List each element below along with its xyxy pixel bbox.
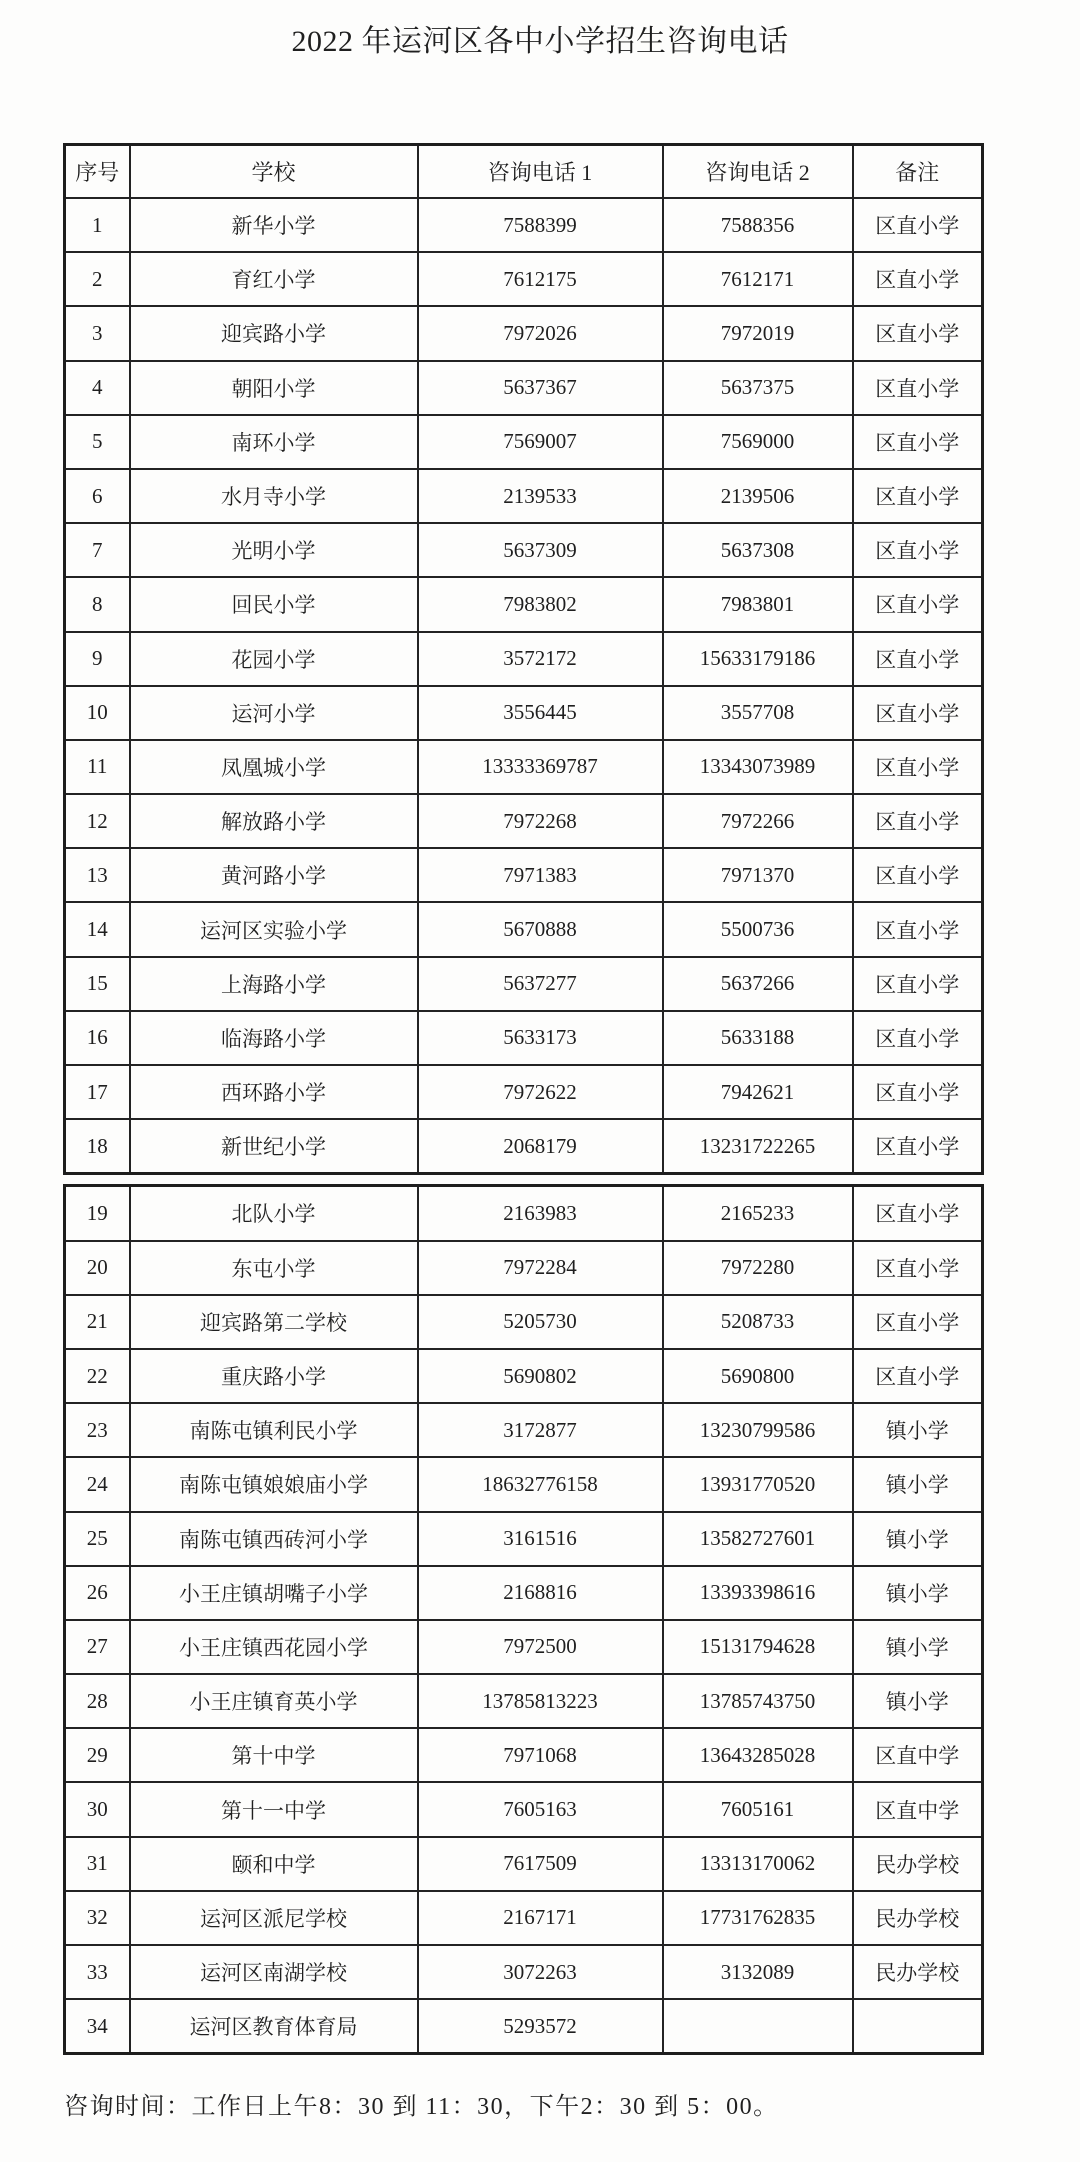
table-cell: 5670888: [418, 902, 663, 956]
table-cell: 2139533: [418, 469, 663, 523]
table-cell: 水月寺小学: [130, 469, 418, 523]
table-cell: 14: [65, 902, 130, 956]
table-cell: 重庆路小学: [130, 1349, 418, 1403]
table-cell: 15: [65, 957, 130, 1011]
table-cell: 7972268: [418, 794, 663, 848]
table-cell: 13231722265: [663, 1119, 853, 1174]
table-cell: 镇小学: [853, 1457, 983, 1511]
table-cell: 13333369787: [418, 740, 663, 794]
table-row: [65, 740, 983, 794]
table-cell: 运河区教育体育局: [130, 1999, 418, 2054]
table-cell: 7942621: [663, 1065, 853, 1119]
table-cell: 13785743750: [663, 1674, 853, 1728]
table-cell: 区直小学: [853, 523, 983, 577]
table-cell: 7588356: [663, 198, 853, 252]
table-row: [65, 1457, 983, 1511]
table-cell: 运河小学: [130, 686, 418, 740]
table-row: [65, 1837, 983, 1891]
table-cell: 区直中学: [853, 1728, 983, 1782]
table-cell: 小王庄镇西花园小学: [130, 1620, 418, 1674]
table-row: [65, 577, 983, 631]
table-cell: 东屯小学: [130, 1241, 418, 1295]
table-body-1: [65, 198, 983, 1174]
table-row: [65, 1241, 983, 1295]
table-cell: 11: [65, 740, 130, 794]
table-cell: 镇小学: [853, 1403, 983, 1457]
table-cell: 9: [65, 632, 130, 686]
table-row: [65, 1782, 983, 1836]
table-cell: 13343073989: [663, 740, 853, 794]
table-cell: 第十一中学: [130, 1782, 418, 1836]
table-cell: 6: [65, 469, 130, 523]
table-row: [65, 1512, 983, 1566]
table-row: [65, 1349, 983, 1403]
table-cell: 区直小学: [853, 1349, 983, 1403]
table-cell: 民办学校: [853, 1891, 983, 1945]
table-cell: 区直小学: [853, 469, 983, 523]
table-cell: [853, 1999, 983, 2054]
table-row: [65, 686, 983, 740]
table-cell: 区直小学: [853, 361, 983, 415]
table-cell: 28: [65, 1674, 130, 1728]
table-row: [65, 523, 983, 577]
table-cell: 13230799586: [663, 1403, 853, 1457]
table-row: [65, 361, 983, 415]
table-cell: 区直小学: [853, 632, 983, 686]
table-row: [65, 1566, 983, 1620]
table-cell: 5: [65, 415, 130, 469]
table-cell: 2: [65, 252, 130, 306]
column-header: 咨询电话 1: [418, 145, 663, 199]
table-cell: 5637367: [418, 361, 663, 415]
table-row: [65, 632, 983, 686]
table-row: [65, 1999, 983, 2054]
table-cell: 15633179186: [663, 632, 853, 686]
table-cell: 2168816: [418, 1566, 663, 1620]
table-cell: 7605163: [418, 1782, 663, 1836]
table-cell: 10: [65, 686, 130, 740]
table-cell: 区直小学: [853, 577, 983, 631]
table-cell: 3557708: [663, 686, 853, 740]
table-cell: 16: [65, 1011, 130, 1065]
table-cell: 区直小学: [853, 740, 983, 794]
table-cell: 南陈屯镇利民小学: [130, 1403, 418, 1457]
table-cell: 5637266: [663, 957, 853, 1011]
table-cell: 新华小学: [130, 198, 418, 252]
table-cell: 区直小学: [853, 198, 983, 252]
table-row: [65, 198, 983, 252]
table-row: [65, 252, 983, 306]
table-cell: 5637375: [663, 361, 853, 415]
table-cell: 7972284: [418, 1241, 663, 1295]
table-cell: 2068179: [418, 1119, 663, 1174]
table-cell: 7617509: [418, 1837, 663, 1891]
table-cell: 西环路小学: [130, 1065, 418, 1119]
table-cell: 3556445: [418, 686, 663, 740]
column-header: 备注: [853, 145, 983, 199]
table-cell: 5690802: [418, 1349, 663, 1403]
table-cell: 2167171: [418, 1891, 663, 1945]
table-row: [65, 1728, 983, 1782]
table-cell: 镇小学: [853, 1620, 983, 1674]
table-row: [65, 794, 983, 848]
table-cell: 13785813223: [418, 1674, 663, 1728]
table-cell: 18: [65, 1119, 130, 1174]
table-cell: 7983801: [663, 577, 853, 631]
table-cell: 7972280: [663, 1241, 853, 1295]
table-cell: 13582727601: [663, 1512, 853, 1566]
table-cell: 3572172: [418, 632, 663, 686]
table-cell: 区直小学: [853, 1186, 983, 1241]
table-cell: 7: [65, 523, 130, 577]
table-cell: 黄河路小学: [130, 848, 418, 902]
table-cell: 13313170062: [663, 1837, 853, 1891]
header-row: [65, 145, 983, 199]
table-header: [65, 145, 983, 199]
table-cell: 第十中学: [130, 1728, 418, 1782]
table-cell: 34: [65, 1999, 130, 2054]
table-row: [65, 306, 983, 360]
table-cell: 小王庄镇胡嘴子小学: [130, 1566, 418, 1620]
table-cell: 南陈屯镇娘娘庙小学: [130, 1457, 418, 1511]
table-cell: 4: [65, 361, 130, 415]
table-cell: 33: [65, 1945, 130, 1999]
table-cell: 区直小学: [853, 1295, 983, 1349]
table-cell: 颐和中学: [130, 1837, 418, 1891]
table-cell: 23: [65, 1403, 130, 1457]
table-cell: 5500736: [663, 902, 853, 956]
table-cell: 5205730: [418, 1295, 663, 1349]
table-cell: 13643285028: [663, 1728, 853, 1782]
table-cell: 13393398616: [663, 1566, 853, 1620]
table-cell: 7972622: [418, 1065, 663, 1119]
table-cell: 5293572: [418, 1999, 663, 2054]
table-cell: 18632776158: [418, 1457, 663, 1511]
table-cell: 7972019: [663, 306, 853, 360]
table-cell: 7983802: [418, 577, 663, 631]
table-cell: 北队小学: [130, 1186, 418, 1241]
table-cell: 19: [65, 1186, 130, 1241]
table-cell: 31: [65, 1837, 130, 1891]
table-cell: 8: [65, 577, 130, 631]
table-cell: 区直小学: [853, 1119, 983, 1174]
table-cell: 27: [65, 1620, 130, 1674]
table-cell: 7569007: [418, 415, 663, 469]
table-cell: 南陈屯镇西砖河小学: [130, 1512, 418, 1566]
table-cell: 3: [65, 306, 130, 360]
table-cell: 区直小学: [853, 306, 983, 360]
table-row: [65, 1674, 983, 1728]
table-cell: 13: [65, 848, 130, 902]
table-cell: 区直小学: [853, 794, 983, 848]
table-cell: 运河区南湖学校: [130, 1945, 418, 1999]
table-cell: 区直中学: [853, 1782, 983, 1836]
table-cell: 迎宾路小学: [130, 306, 418, 360]
table-cell: 3072263: [418, 1945, 663, 1999]
table-row: [65, 469, 983, 523]
table-cell: 7971383: [418, 848, 663, 902]
table-cell: 12: [65, 794, 130, 848]
table-row: [65, 848, 983, 902]
table-cell: 3172877: [418, 1403, 663, 1457]
table-cell: 29: [65, 1728, 130, 1782]
column-header: 序号: [65, 145, 130, 199]
table-cell: 区直小学: [853, 1011, 983, 1065]
table-row: [65, 1620, 983, 1674]
table-row: [65, 415, 983, 469]
table-cell: 7971068: [418, 1728, 663, 1782]
table-cell: 南环小学: [130, 415, 418, 469]
table-cell: 回民小学: [130, 577, 418, 631]
table-cell: 3132089: [663, 1945, 853, 1999]
table-cell: 区直小学: [853, 1065, 983, 1119]
table-cell: 5208733: [663, 1295, 853, 1349]
table-cell: 镇小学: [853, 1512, 983, 1566]
table-cell: 7612175: [418, 252, 663, 306]
table-row: [65, 1119, 983, 1174]
table-cell: 迎宾路第二学校: [130, 1295, 418, 1349]
footer-note: 咨询时间：工作日上午8：30 到 11：30，下午2：30 到 5：00。: [64, 2094, 779, 2120]
table-cell: 区直小学: [853, 252, 983, 306]
table-cell: 区直小学: [853, 1241, 983, 1295]
table-cell: 25: [65, 1512, 130, 1566]
table-cell: 5690800: [663, 1349, 853, 1403]
table-cell: 21: [65, 1295, 130, 1349]
page-title: 2022 年运河区各中小学招生咨询电话: [291, 25, 789, 58]
table-cell: 7612171: [663, 252, 853, 306]
table-cell: 光明小学: [130, 523, 418, 577]
phone-table-part-2: [63, 1184, 984, 2055]
table-cell: 7972500: [418, 1620, 663, 1674]
table-cell: 20: [65, 1241, 130, 1295]
table-row: [65, 902, 983, 956]
table-row: [65, 1945, 983, 1999]
table-cell: 镇小学: [853, 1674, 983, 1728]
table-cell: 1: [65, 198, 130, 252]
table-cell: 15131794628: [663, 1620, 853, 1674]
table-cell: 5633173: [418, 1011, 663, 1065]
column-header: 咨询电话 2: [663, 145, 853, 199]
table-cell: 区直小学: [853, 686, 983, 740]
column-header: 学校: [130, 145, 418, 199]
table-row: [65, 1295, 983, 1349]
table-row: [65, 1186, 983, 1241]
table-cell: 26: [65, 1566, 130, 1620]
table-cell: 7588399: [418, 198, 663, 252]
table-cell: [663, 1999, 853, 2054]
table-cell: 5633188: [663, 1011, 853, 1065]
table-cell: 朝阳小学: [130, 361, 418, 415]
table-cell: 17731762835: [663, 1891, 853, 1945]
table-row: [65, 1403, 983, 1457]
table-cell: 2163983: [418, 1186, 663, 1241]
table-cell: 32: [65, 1891, 130, 1945]
table-cell: 22: [65, 1349, 130, 1403]
table-cell: 运河区实验小学: [130, 902, 418, 956]
table-cell: 花园小学: [130, 632, 418, 686]
table-row: [65, 1065, 983, 1119]
table-cell: 7972026: [418, 306, 663, 360]
table-cell: 区直小学: [853, 902, 983, 956]
table-cell: 2139506: [663, 469, 853, 523]
table-cell: 解放路小学: [130, 794, 418, 848]
table-cell: 上海路小学: [130, 957, 418, 1011]
table-row: [65, 1011, 983, 1065]
table-cell: 运河区派尼学校: [130, 1891, 418, 1945]
table-cell: 3161516: [418, 1512, 663, 1566]
table-cell: 区直小学: [853, 848, 983, 902]
table-cell: 30: [65, 1782, 130, 1836]
table-cell: 新世纪小学: [130, 1119, 418, 1174]
table-cell: 2165233: [663, 1186, 853, 1241]
phone-table-part-1: [63, 143, 984, 1175]
table-cell: 24: [65, 1457, 130, 1511]
table-cell: 育红小学: [130, 252, 418, 306]
table-cell: 5637308: [663, 523, 853, 577]
table-cell: 7569000: [663, 415, 853, 469]
table-cell: 13931770520: [663, 1457, 853, 1511]
table-cell: 区直小学: [853, 957, 983, 1011]
table-row: [65, 957, 983, 1011]
table-body-2: [65, 1186, 983, 2054]
table-cell: 临海路小学: [130, 1011, 418, 1065]
table-cell: 5637277: [418, 957, 663, 1011]
table-cell: 凤凰城小学: [130, 740, 418, 794]
table-cell: 镇小学: [853, 1566, 983, 1620]
table-cell: 7972266: [663, 794, 853, 848]
table-cell: 7605161: [663, 1782, 853, 1836]
table-cell: 小王庄镇育英小学: [130, 1674, 418, 1728]
table-row: [65, 1891, 983, 1945]
table-cell: 7971370: [663, 848, 853, 902]
table-cell: 民办学校: [853, 1945, 983, 1999]
table-cell: 民办学校: [853, 1837, 983, 1891]
table-cell: 区直小学: [853, 415, 983, 469]
table-cell: 17: [65, 1065, 130, 1119]
table-cell: 5637309: [418, 523, 663, 577]
table-container: [63, 143, 981, 2055]
